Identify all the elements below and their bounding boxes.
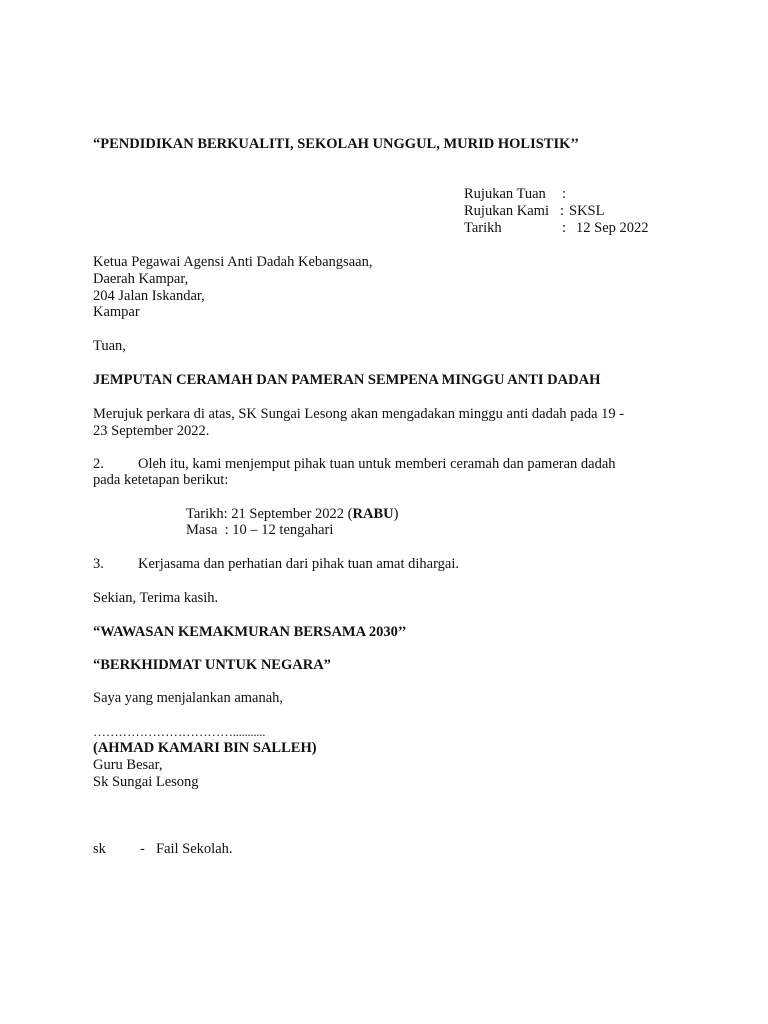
recipient-line: Ketua Pegawai Agensi Anti Dadah Kebangsaan, bbox=[93, 254, 373, 270]
cc-label: sk bbox=[93, 841, 106, 857]
event-date bbox=[186, 506, 398, 523]
closing: Sekian, Terima kasih. bbox=[93, 590, 219, 606]
signoff: Saya yang menjalankan amanah, bbox=[93, 690, 284, 706]
ref-rujukan-kami-label: Rujukan Kami bbox=[464, 203, 549, 219]
paragraph-line: Merujuk perkara di atas, SK Sungai Lesong akan mengadakan minggu anti dadah pada 19 - bbox=[93, 406, 625, 422]
salutation: Tuan, bbox=[93, 338, 126, 354]
event-date-suffix: ) bbox=[393, 506, 399, 522]
ref-tarikh-value: 12 Sep 2022 bbox=[576, 220, 649, 236]
event-date-prefix: Tarikh: 21 September 2022 ( bbox=[186, 506, 353, 522]
ref-rujukan-tuan-label: Rujukan Tuan bbox=[464, 186, 546, 202]
paragraph-line: pada ketetapan berikut: bbox=[93, 472, 229, 488]
ref-rujukan-kami bbox=[464, 203, 605, 220]
recipient-line: Daerah Kampar, bbox=[93, 271, 189, 287]
motto-berkhidmat: “BERKHIDMAT UNTUK NEGARA” bbox=[93, 657, 331, 673]
cc-dash: - bbox=[140, 841, 145, 857]
subject-heading: JEMPUTAN CERAMAH DAN PAMERAN SEMPENA MINGGU ANTI DADAH bbox=[93, 372, 601, 388]
paragraph-line: Kerjasama dan perhatian dari pihak tuan amat dihargai. bbox=[138, 556, 460, 572]
signature-line: ……………………………........... bbox=[93, 724, 266, 739]
signatory-title: Guru Besar, bbox=[93, 757, 163, 773]
ref-rujukan-kami-colon: : bbox=[560, 203, 565, 219]
paragraph-line: Oleh itu, kami menjemput pihak tuan untuk memberi ceramah dan pameran dadah bbox=[138, 456, 616, 472]
cc-item: Fail Sekolah. bbox=[156, 841, 233, 857]
ref-tarikh bbox=[464, 220, 649, 237]
paragraph-number: 2. bbox=[93, 456, 104, 472]
signatory-school: Sk Sungai Lesong bbox=[93, 774, 199, 790]
ref-rujukan-tuan bbox=[464, 186, 567, 203]
recipient-line: 204 Jalan Iskandar, bbox=[93, 288, 205, 304]
signatory-name: (AHMAD KAMARI BIN SALLEH) bbox=[93, 740, 317, 756]
paragraph-number: 3. bbox=[93, 556, 104, 572]
recipient-line: Kampar bbox=[93, 304, 140, 320]
motto-wawasan: “WAWASAN KEMAKMURAN BERSAMA 2030’’ bbox=[93, 624, 407, 640]
ref-tarikh-colon: : bbox=[562, 220, 567, 236]
motto-top: “PENDIDIKAN BERKUALITI, SEKOLAH UNGGUL, MURID HOLISTIK’’ bbox=[93, 136, 579, 152]
paragraph-line: 23 September 2022. bbox=[93, 423, 210, 439]
ref-rujukan-tuan-colon: : bbox=[562, 186, 567, 202]
ref-tarikh-label: Tarikh bbox=[464, 220, 502, 236]
event-time: Masa : 10 – 12 tengahari bbox=[186, 522, 334, 538]
ref-rujukan-kami-value: SKSL bbox=[569, 203, 605, 219]
event-date-day: RABU bbox=[352, 506, 394, 522]
